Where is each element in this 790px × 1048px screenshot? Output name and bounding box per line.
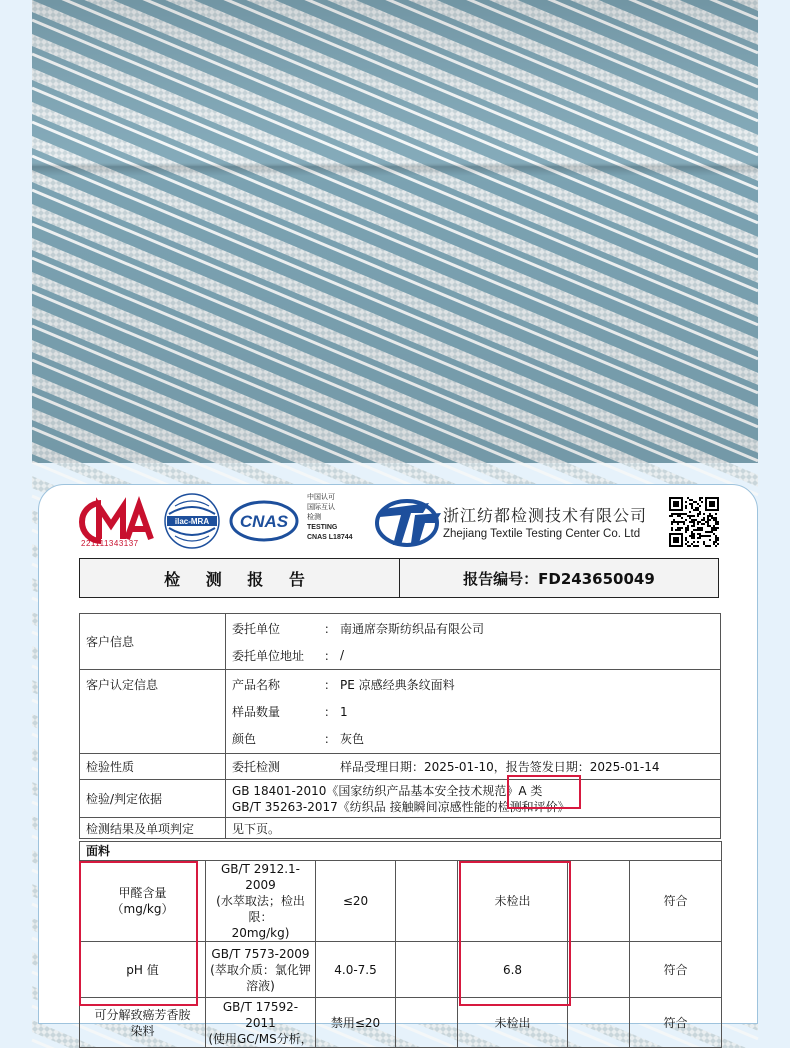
zhejiang-testing-logo-icon — [375, 493, 445, 549]
section-fabric: 面料 — [80, 842, 722, 861]
ilac-mra-logo-icon — [163, 492, 221, 550]
customer-confirmed-cell — [226, 670, 721, 754]
highlight-items-column — [79, 861, 198, 1006]
basis-cell — [226, 780, 721, 818]
client-row: 委托单位 ： 南通席奈斯纺织品有限公司 — [232, 621, 485, 636]
cma-code: 221111343137 — [81, 539, 139, 548]
qr-code-icon — [669, 497, 719, 547]
item-cell: pH 值 — [80, 942, 206, 998]
judgement-cell: 符合 — [630, 942, 722, 998]
client-info-label: 客户信息 — [80, 614, 226, 670]
report-info-table — [79, 613, 721, 839]
inspection-nature-label: 检验性质 — [80, 754, 226, 780]
product-row: 样品数量 ： 1 — [232, 704, 348, 719]
result-cell: 未检出 — [458, 998, 568, 1048]
basis-line-2: GB/T 35263-2017《纺织品 接触瞬间凉感性能的检测和评价》 — [232, 799, 570, 814]
requirement-cell: ≤20 — [316, 861, 396, 942]
method-cell: GB/T 2912.1-2009 (水萃取法；检出限： 20mg/kg) — [206, 861, 316, 942]
svg-text:ilac-MRA: ilac-MRA — [174, 517, 210, 526]
customer-confirmed-label: 客户认定信息 — [80, 670, 226, 754]
client-info-cell — [226, 614, 721, 670]
report-title-row — [79, 558, 719, 598]
basis-label: 检验/判定依据 — [80, 780, 226, 818]
company-name-en: Zhejiang Textile Testing Center Co. Ltd — [443, 528, 641, 540]
company-name-cn: 浙江纺都检测技术有限公司 — [443, 506, 648, 525]
client-row: 委托单位地址 ： / — [232, 648, 345, 663]
fabric-photo — [32, 0, 758, 463]
svg-text:CNAS: CNAS — [239, 512, 289, 531]
cnas-logo-icon — [229, 499, 299, 543]
method-cell: GB/T 17592-2011 (使用GC/MS分析， — [206, 998, 316, 1048]
inspection-nature-cell: 委托检测 样品受理日期：2025-01-10，报告签发日期：2025-01-14 — [226, 754, 721, 780]
requirement-cell: 禁用≤20 — [316, 998, 396, 1048]
company-name — [443, 503, 647, 540]
report-number: 报告编号：FD243650049 — [463, 569, 655, 588]
method-cell: GB/T 7573-2009 (萃取介质：氯化钾 溶液) — [206, 942, 316, 998]
cnas-accreditation-text: 中国认可 国际互认 检测 TESTING CNAS L18744 — [307, 494, 353, 541]
certification-logos — [39, 485, 759, 557]
results-cell: 见下页。 — [226, 818, 721, 839]
product-row: 颜色 ： 灰色 — [232, 732, 365, 746]
judgement-cell: 符合 — [630, 998, 722, 1048]
highlight-results-column — [459, 861, 571, 1006]
basis-line-1: GB 18401-2010《国家纺织产品基本安全技术规范》A 类 — [232, 783, 543, 798]
judgement-cell: 符合 — [630, 861, 722, 942]
product-row: 产品名称 ： PE 凉感经典条纹面料 — [232, 678, 455, 692]
requirement-cell: 4.0-7.5 — [316, 942, 396, 998]
item-cell: 可分解致癌芳香胺 染料 — [80, 998, 206, 1048]
result-cell: 6.8 — [458, 942, 568, 998]
test-report-card — [38, 484, 758, 1046]
highlight-grade-a — [507, 775, 581, 809]
results-label: 检测结果及单项判定 — [80, 818, 226, 839]
result-cell: 未检出 — [458, 861, 568, 942]
striped-fabric-image — [32, 0, 758, 463]
report-title: 检 测 报 告 — [80, 559, 400, 597]
item-cell: 甲醛含量 （mg/kg） — [80, 861, 206, 942]
